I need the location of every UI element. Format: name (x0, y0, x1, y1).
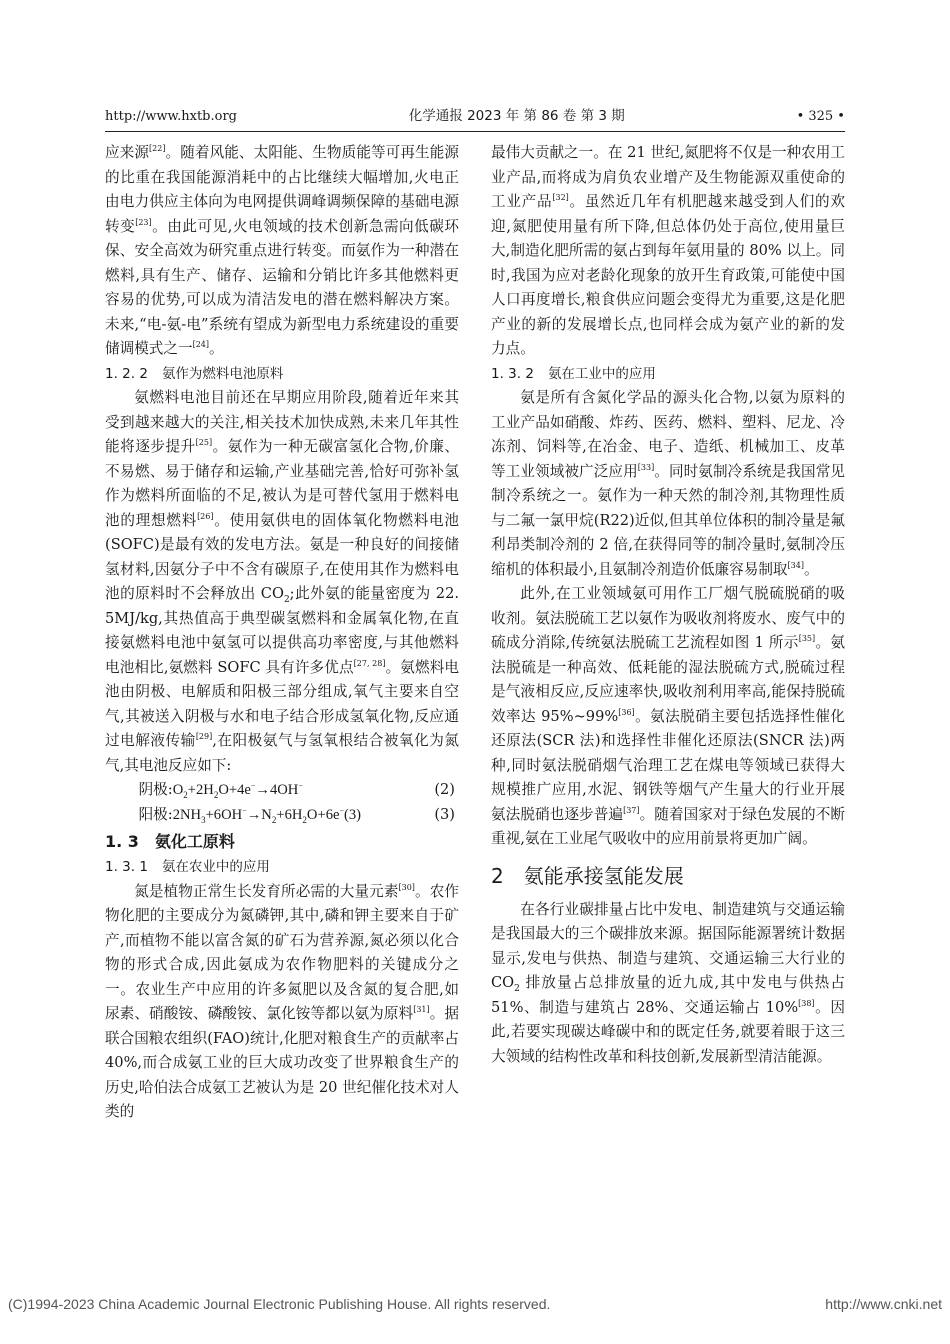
citation[interactable]: [22] (149, 144, 166, 153)
citation[interactable]: [36] (618, 707, 635, 717)
paragraph: 氮是植物正常生长发育所必需的大量元素[30]。农作物化肥的主要成分为氮磷钾,其中,磷和钾主要来自于矿产,而植物不能以富含氮的矿石为营养源,氮必须以化合物的形式合成,因此氨成为农作物肥料的关键成分之一。农业生产中应用的许多氮肥以及含氮的复合肥,如尿素、硝酸铵、磷酸铵、氯化铵等都以氨为原料[31]。据联合国粮农组织(FAO)统计,化肥对粮食生产的贡献率占 40%,而合成氨工业的巨大成功改变了世界粮食生产的历史,哈伯法合成氨工艺被认为是 20 世纪催化技术对人类的 (105, 882, 459, 1120)
citation[interactable]: [25] (195, 438, 213, 447)
citation[interactable]: [37] (623, 805, 640, 815)
citation[interactable]: [26] (197, 511, 214, 521)
running-header (105, 104, 845, 132)
cnki-link[interactable]: http://www.cnki.net (825, 1296, 942, 1312)
subsection-heading: 1. 2. 2 氨作为燃料电池原料 (105, 365, 284, 382)
citation[interactable]: [30] (398, 882, 415, 892)
left-column (105, 141, 459, 1125)
chapter-heading: 2 氨能承接氢能发展 (491, 863, 684, 888)
paragraph: 最伟大贡献之一。在 21 世纪,氮肥将不仅是一种农用工业产品,而将成为肩负农业增产及生物能源双重使命的工业产品[32]。虽然近几年有机肥越来越受到人们的欢迎,氮肥使用量有所下降,但总体仍处于高位,使用量巨大,制造化肥所需的氨占到每年氨用量的 80% 以上。同时,我国为应对老龄化现象的放开生育政策,可能使中国人口再度增长,粮食供应问题会变得尤为重要,这是化肥产业的新的发展增长点,也同样会成为氨产业的新的发力点。 (491, 144, 845, 357)
section-heading: 1. 3 氨化工原料 (105, 832, 235, 851)
citation[interactable]: [34] (787, 560, 804, 570)
paragraph: 应来源[22]。随着风能、太阳能、生物质能等可再生能源的比重在我国能源消耗中的占比继续大幅增加,火电正由电力供应主体向为电网提供调峰调频保障的基础电源转变[23]。由此可见,火电领域的技术创新急需向低碳环保、安全高效为研究重点进行转变。而氨作为一种潜在燃料,具有生产、储存、运输和分销比许多其他燃料更容易的优势,可以成为清洁发电的潜在燃料解决方案。未来,“电-氨-电”系统有望成为新型电力系统建设的重要储调模式之一[24]。 (105, 144, 459, 357)
equation-anode: 阳极$:2NH_3+6OH^-\to N_2+6H_2O+6e^-(3)$ (3) (138, 805, 455, 825)
citation[interactable]: [35] (798, 634, 816, 643)
citation[interactable]: [31] (413, 1005, 430, 1014)
citation[interactable]: [38] (798, 998, 815, 1008)
journal-issue: 化学通报 2023 年 第 86 卷 第 3 期 (408, 108, 625, 124)
citation[interactable]: [27, 28] (353, 658, 386, 668)
paragraph: 氨燃料电池目前还在早期应用阶段,随着近年来其受到越来越大的关注,相关技术加快成熟,未来几年其性能将逐步提升[25]。氨作为一种无碳富氢化合物,价廉、不易燃、易于储存和运输,产业基础完善,恰好可弥补氢作为燃料所面临的不足,被认为是可替代氢用于燃料电池的理想燃料[26]。使用氨供电的固体氧化物燃料电池(SOFC)是最有效的发电方法。氨是一种良好的间接储氢材料,因氨分子中不含有碳原子,在使用其作为燃料电池的原料时不会释放出 $CO_2$;此外氨的能量密度为 22. 5MJ/kg,其热值高于典型碳氢燃料和金属氧化物,在直接氨燃料电池中氨氢可以提供高功率密度,与其他燃料电池相比,氨燃料 SOFC 具有许多优点[27, 28]。氨燃料电池由阴极、电解质和阳极三部分组成,氧气主要来自空气,其被送入阴极与水和电子结合形成氢氧化物,反应通过电解液传输[29],在阳极氨气与氢氧根结合被氧化为氮气,其电池反应如下: (105, 389, 459, 774)
citation[interactable]: [32] (552, 193, 569, 202)
paragraph: 此外,在工业领域氨可用作工厂烟气脱硫脱硝的吸收剂。氨法脱硫工艺以氨作为吸收剂将废水、废气中的硫成分消除,传统氨法脱硫工艺流程如图 1 所示[35]。氨法脱硫是一种高效、低耗能的湿法脱硫方式,脱硫过程是气液相反应,反应速率快,吸收剂利用率高,能保持脱硫效率达 95%~99%[36]。氨法脱硝主要包括选择性催化还原法(SCR 法)和选择性非催化还原法(SNCR 法)两种,同时氨法脱硝烟气治理工艺在煤电等领域已获得大规模推广应用,水泥、钢铁等烟气产生量大的行业开展氨法脱硝也逐步普遍[37]。随着国家对于绿色发展的不断重视,氨在工业尾气吸收中的应用前景将更加广阔。 (491, 585, 845, 847)
page-number: • 325 • (796, 109, 845, 124)
right-column (491, 141, 845, 1069)
page-footer (8, 1296, 942, 1312)
citation[interactable]: [33] (637, 462, 655, 472)
subsection-heading: 1. 3. 2 氨在工业中的应用 (491, 365, 656, 382)
paragraph: 在各行业碳排量占比中发电、制造建筑与交通运输是我国最大的三个碳排放来源。据国际能源署统计数据显示,发电与供热、制造与建筑、交通运输三大行业的 $CO_2$ 排放量占总排放量的近九成,其中发电与供热占 51%、制造与建筑占 28%、交通运输占 10%[38]。因此,若要实现碳达峰碳中和的既定任务,就要着眼于这三大领域的结构性改革和科技创新,发展新型清洁能源。 (491, 900, 845, 1065)
subsection-heading: 1. 3. 1 氨在农业中的应用 (105, 859, 270, 875)
citation[interactable]: [23] (135, 217, 152, 227)
citation[interactable]: [24] (192, 340, 209, 349)
journal-url[interactable]: http://www.hxtb.org (105, 109, 237, 124)
citation[interactable]: [29] (195, 732, 213, 741)
equation-cathode: 阴极$:O_2+2H_2O+4e^-\to 4OH^-$ (2) (138, 781, 455, 800)
copyright-notice: (C)1994-2023 China Academic Journal Electronic Publishing House. All rights reserved. (8, 1296, 551, 1312)
paragraph: 氨是所有含氮化学品的源头化合物,以氨为原料的工业产品如硝酸、炸药、医药、燃料、塑料、尼龙、冷冻剂、饲料等,在冶金、电子、造纸、机械加工、皮革等工业领域被广泛应用[33]。同时氨制冷系统是我国常见制冷系统之一。氨作为一种天然的制冷剂,其物理性质与二氟一氯甲烷(R22)近似,但其单位体积的制冷量是氟利昂类制冷剂的 2 倍,在获得同等的制冷量时,氨制冷压缩机的体积最小,且氨制冷剂造价低廉容易制取[34]。 (491, 389, 845, 578)
